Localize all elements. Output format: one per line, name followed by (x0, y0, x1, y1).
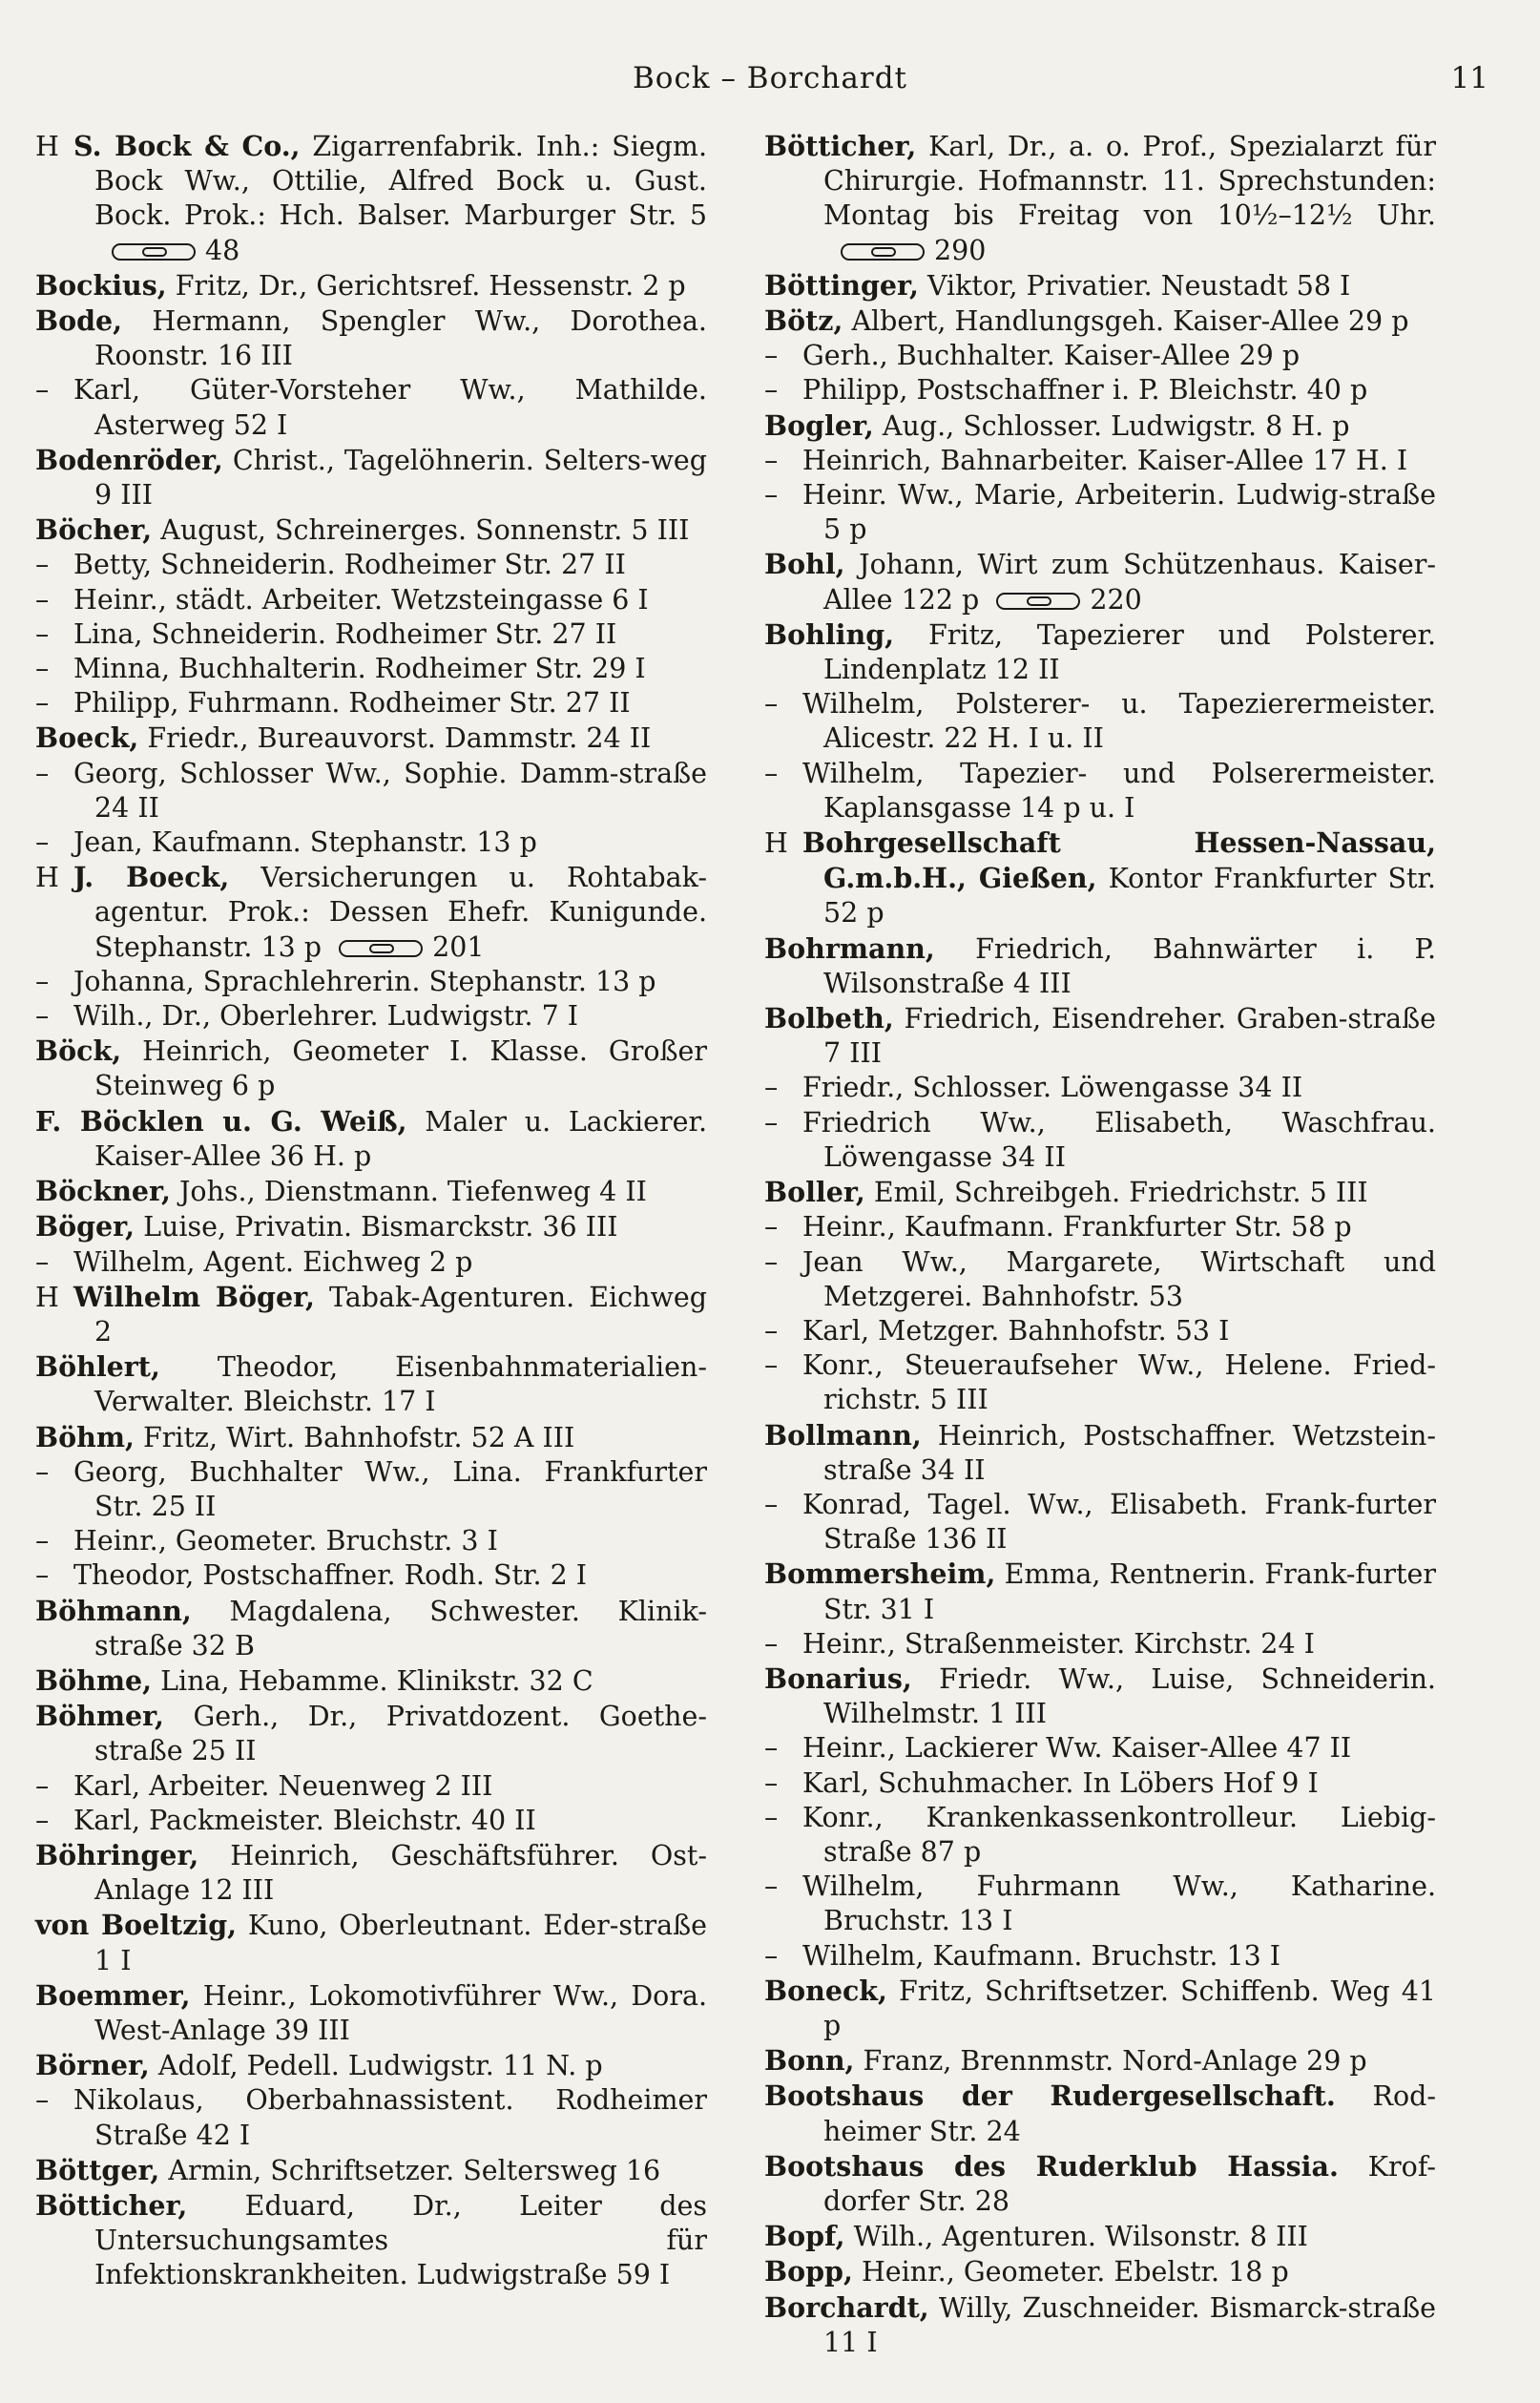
entry-details: Krof-dorfer Str. 28 (823, 2150, 1437, 2217)
entry-details: Johanna, Sprachlehrerin. Stephanstr. 13 p (73, 965, 656, 997)
directory-entry (764, 1210, 1436, 1244)
directory-entry (35, 1838, 707, 1908)
same-name-dash: – (764, 757, 779, 789)
directory-entry (35, 721, 707, 756)
directory-entry (35, 1558, 707, 1593)
directory-entry (764, 1801, 1436, 1870)
directory-entry (764, 1348, 1436, 1417)
entry-surname: Bohrmann, (764, 931, 935, 965)
entry-surname: Bötticher, (35, 2188, 188, 2222)
entry-details: Kontor Frankfurter Str. 52 p (823, 863, 1436, 930)
directory-entry (764, 1106, 1436, 1175)
telephone-icon (112, 243, 196, 261)
entry-details: Wilhelm, Kaufmann. Bruchstr. 13 I (802, 1939, 1281, 1972)
directory-entry (35, 757, 707, 825)
entry-surname: Böckner, (35, 1175, 171, 1208)
entry-details: Heinrich, Geschäftsführer. Ost-Anlage 12 III (94, 1839, 707, 1907)
directory-entry (35, 1804, 707, 1838)
entry-details: Heinr., städt. Arbeiter. Wetzsteingasse 6 I (73, 583, 649, 616)
entry-details: Franz, Brennmstr. Nord-Anlage 29 p (863, 2045, 1367, 2078)
entry-details: Heinr., Lokomotivführer Ww., Dora. West-Anlage 39 III (94, 1979, 707, 2046)
entry-details: Karl, Dr., a. o. Prof., Spezialarzt für Chirurgie. Hofmannstr. 11. Sprechstunden: Montag bis Freitag von 10½–12½ Uhr. (823, 131, 1437, 232)
same-name-dash: – (764, 688, 779, 721)
entry-details: Heinr., Straßenmeister. Kirchstr. 24 I (802, 1627, 1315, 1660)
entry-surname: Böhringer, (35, 1838, 199, 1871)
entry-surname: Böttinger, (764, 268, 919, 302)
directory-entry (764, 2149, 1436, 2219)
same-name-dash: – (764, 1870, 779, 1903)
entry-surname: Bötz, (764, 304, 843, 338)
directory-entry (764, 1731, 1436, 1766)
same-name-dash: – (764, 1732, 779, 1765)
directory-entry (764, 617, 1436, 687)
directory-entry (764, 1245, 1436, 1314)
directory-entry (35, 825, 707, 860)
directory-entry (35, 512, 707, 548)
same-name-dash: – (35, 1559, 50, 1592)
entry-details: Rod-heimer Str. 24 (823, 2080, 1437, 2147)
entry-details: Wilh., Dr., Oberlehrer. Ludwigstr. 7 I (73, 1000, 579, 1033)
directory-entry (35, 1663, 707, 1699)
entry-surname: Böger, (35, 1210, 135, 1243)
entry-details: Theodor, Eisenbahnmaterialien-Verwalter. Bleichstr. 17 I (94, 1351, 707, 1418)
same-name-dash: – (35, 687, 50, 720)
entry-details: Johann, Wirt zum Schützenhaus. Kaiser-Allee 122 p (823, 549, 1437, 616)
entry-details: Jean, Kaufmann. Stephanstr. 13 p (73, 826, 537, 859)
entry-details: Magdalena, Schwester. Klinik-straße 32 B (94, 1595, 707, 1661)
directory-entry (764, 1627, 1436, 1661)
directory-entry (764, 2290, 1436, 2360)
directory-entry (764, 408, 1436, 444)
same-name-dash: – (764, 374, 779, 407)
entry-details: Friedrich, Bahnwärter i. P. Wilsonstraße 4 III (823, 932, 1437, 999)
entry-surname: Wilhelm Böger, (73, 1280, 315, 1313)
same-name-dash: – (764, 1766, 779, 1799)
telephone-number: 220 (1090, 583, 1142, 616)
directory-entry (35, 2153, 707, 2188)
entry-surname: S. Bock & Co., (73, 130, 301, 162)
entry-surname: Böck, (35, 1034, 122, 1068)
directory-entry (35, 2083, 707, 2152)
directory-entry (35, 1524, 707, 1558)
directory-entry (35, 1420, 707, 1455)
directory-entry (35, 1699, 707, 1768)
entry-details: Heinrich, Bahnarbeiter. Kaiser-Allee 17 H. I (802, 444, 1408, 476)
entry-details: Viktor, Privatier. Neustadt 58 I (926, 269, 1351, 302)
directory-entry (764, 757, 1436, 825)
same-name-dash: – (764, 444, 779, 476)
commercial-register-mark: H (35, 131, 59, 162)
same-name-dash: – (764, 1211, 779, 1243)
entry-details: Aug., Schlosser. Ludwigstr. 8 H. p (882, 409, 1350, 442)
entry-details: Albert, Handlungsgeh. Kaiser-Allee 29 p (851, 305, 1409, 338)
directory-entry (764, 1766, 1436, 1801)
entry-details: Versicherungen u. Rohtabak-agentur. Prok.: Dessen Ehefr. Kunigunde. Stephanstr. 13 p (94, 862, 708, 963)
same-name-dash: – (35, 617, 50, 650)
directory-entry (35, 652, 707, 686)
directory-entry (764, 2219, 1436, 2254)
directory-entry (35, 1978, 707, 2048)
entry-details: Karl, Metzger. Bahnhofstr. 53 I (802, 1314, 1230, 1347)
entry-details: Jean Ww., Margarete, Wirtschaft und Metzgerei. Bahnhofstr. 53 (802, 1245, 1436, 1312)
same-name-dash: – (764, 1488, 779, 1520)
directory-entry (35, 617, 707, 652)
same-name-dash: – (35, 583, 50, 616)
directory-entry (764, 1939, 1436, 1974)
commercial-register-mark: H (35, 862, 59, 894)
commercial-register-mark: H (35, 1281, 59, 1313)
entry-details: Friedr., Schlosser. Löwengasse 34 II (802, 1072, 1303, 1104)
entry-surname: Bootshaus der Rudergesellschaft. (764, 2079, 1336, 2113)
directory-entry (764, 2254, 1436, 2289)
directory-entry (35, 686, 707, 721)
same-name-dash: – (35, 374, 50, 407)
directory-entry (35, 999, 707, 1034)
telephone-number: 48 (205, 234, 240, 266)
directory-entry (35, 1034, 707, 1103)
entry-details: Karl, Schuhmacher. In Löbers Hof 9 I (802, 1766, 1319, 1799)
entry-details: Philipp, Postschaffner i. P. Bleichstr. 40 p (802, 374, 1368, 407)
directory-entry (764, 303, 1436, 339)
directory-entry (764, 1001, 1436, 1071)
directory-entry (35, 443, 707, 512)
entry-details: Friedr., Bureauvorst. Dammstr. 24 II (147, 722, 652, 755)
directory-entry (764, 687, 1436, 756)
entry-details: Gerh., Buchhalter. Kaiser-Allee 29 p (802, 340, 1301, 372)
entry-details: Emil, Schreibgeh. Friedrichstr. 5 III (873, 1177, 1368, 1209)
entry-details: Minna, Buchhalterin. Rodheimer Str. 29 I (73, 653, 646, 685)
directory-entry (35, 129, 707, 268)
directory-entry (35, 373, 707, 442)
same-name-dash: – (35, 1455, 50, 1488)
directory-entry (764, 1974, 1436, 2043)
entry-details: Wilhelm, Tapezier- und Polserermeister. Kaplansgasse 14 p u. I (802, 757, 1436, 824)
entry-surname: Bonn, (764, 2044, 855, 2078)
entry-details: Eduard, Dr., Leiter des Untersuchungsamtes für Infektionskrankheiten. Ludwigstraße 59 I (94, 2189, 707, 2291)
directory-entry (764, 547, 1436, 616)
directory-entry (764, 373, 1436, 407)
entry-details: Gerh., Dr., Privatdozent. Goethe-straße 25 II (94, 1701, 707, 1767)
same-name-dash: – (35, 757, 50, 789)
directory-entry (35, 548, 707, 582)
entry-details: Emma, Rentnerin. Frank-furter Str. 31 I (823, 1558, 1436, 1625)
entry-surname: Böhmann, (35, 1594, 192, 1627)
entry-surname: J. Boeck, (73, 861, 230, 894)
entry-details: Heinrich, Geometer I. Klasse. Großer Steinweg 6 p (94, 1035, 707, 1102)
entry-details: Heinr., Geometer. Bruchstr. 3 I (73, 1525, 498, 1557)
entry-details: Heinr., Lackierer Ww. Kaiser-Allee 47 II (802, 1732, 1352, 1765)
directory-entry (764, 268, 1436, 303)
entry-surname: F. Böcklen u. G. Weiß, (35, 1104, 407, 1138)
entry-details: Adolf, Pedell. Ludwigstr. 11 N. p (157, 2050, 603, 2082)
directory-entry (764, 1488, 1436, 1557)
entry-details: Karl, Packmeister. Bleichstr. 40 II (73, 1804, 536, 1836)
directory-entry (764, 2079, 1436, 2148)
entry-details: Fritz, Schriftsetzer. Schiffenb. Weg 41 p (823, 1975, 1437, 2041)
entry-surname: Boller, (764, 1176, 865, 1209)
entry-details: Nikolaus, Oberbahnassistent. Rodheimer Straße 42 I (73, 2084, 707, 2151)
entry-surname: Bogler, (764, 408, 874, 442)
entry-details: Betty, Schneiderin. Rodheimer Str. 27 II (73, 549, 626, 581)
entry-details: Armin, Schriftsetzer. Seltersweg 16 (168, 2154, 661, 2186)
same-name-dash: – (764, 1801, 779, 1833)
entry-surname: Böhme, (35, 1663, 153, 1697)
right-column (764, 129, 1436, 2360)
entry-details: Lina, Schneiderin. Rodheimer Str. 27 II (73, 617, 617, 650)
entry-details: Fritz, Dr., Gerichtsref. Hessenstr. 2 p (175, 269, 686, 302)
same-name-dash: – (35, 965, 50, 997)
same-name-dash: – (764, 1349, 779, 1382)
directory-entry (764, 1557, 1436, 1626)
page-number: 11 (1450, 61, 1488, 95)
entry-details: Willy, Zuschneider. Bismarck-straße 11 I (823, 2291, 1436, 2358)
same-name-dash: – (764, 340, 779, 372)
directory-entry (764, 444, 1436, 478)
entry-surname: Börner, (35, 2049, 150, 2082)
entry-surname: Bopf, (764, 2220, 845, 2253)
entry-details: Heinr., Kaufmann. Frankfurter Str. 58 p (802, 1211, 1352, 1243)
entry-surname: Böhm, (35, 1420, 135, 1453)
entry-details: Heinr., Geometer. Ebelstr. 18 p (861, 2256, 1289, 2288)
entry-details: Wilhelm, Polsterer- u. Tapezierermeister. Alicestr. 22 H. I u. II (802, 688, 1436, 755)
entry-surname: Böttger, (35, 2153, 160, 2186)
entry-surname: Bonarius, (764, 1661, 912, 1695)
same-name-dash: – (35, 549, 50, 581)
entry-details: Konr., Krankenkassenkontrolleur. Liebig-straße 87 p (802, 1801, 1436, 1868)
same-name-dash: – (35, 1769, 50, 1802)
entry-surname: Bodenröder, (35, 443, 223, 476)
directory-entry (35, 303, 707, 373)
entry-details: Fritz, Tapezierer und Polsterer. Lindenplatz 12 II (823, 618, 1436, 686)
running-head: Bock – Borchardt (633, 61, 907, 95)
entry-details: Johs., Dienstmann. Tiefenweg 4 II (178, 1176, 647, 1208)
entry-details: Friedrich, Eisendreher. Graben-straße 7 III (823, 1003, 1436, 1070)
directory-entry (35, 1908, 707, 1977)
entry-surname: Bolbeth, (764, 1002, 894, 1035)
telephone-number: 290 (934, 234, 987, 266)
same-name-dash: – (764, 1939, 779, 1972)
entry-details: Georg, Schlosser Ww., Sophie. Damm-straße 24 II (73, 757, 707, 824)
entry-details: Heinrich, Postschaffner. Wetzstein-straße 34 II (823, 1419, 1436, 1486)
entry-details: Theodor, Postschaffner. Rodh. Str. 2 I (73, 1559, 588, 1592)
same-name-dash: – (35, 826, 50, 859)
entry-details: Karl, Güter-Vorsteher Ww., Mathilde. Asterweg 52 I (73, 374, 707, 441)
same-name-dash: – (764, 1072, 779, 1104)
entry-details: Hermann, Spengler Ww., Dorothea. Roonstr. 16 III (94, 305, 707, 372)
entry-details: Konrad, Tagel. Ww., Elisabeth. Frank-furter Straße 136 II (802, 1488, 1436, 1556)
entry-details: Konr., Steueraufseher Ww., Helene. Fried-richstr. 5 III (802, 1349, 1436, 1416)
entry-surname: Bootshaus des Ruderklub Hassia. (764, 2149, 1339, 2183)
entry-details: Friedrich Ww., Elisabeth, Waschfrau. Löwengasse 34 II (802, 1106, 1436, 1173)
left-column (35, 129, 707, 2293)
entry-details: Fritz, Wirt. Bahnhofstr. 52 A III (142, 1421, 575, 1453)
telephone-number: 201 (432, 930, 485, 963)
directory-entry (764, 1418, 1436, 1488)
entry-details: Christ., Tagelöhnerin. Selters-weg 9 III (94, 444, 708, 512)
directory-entry (35, 965, 707, 999)
entry-surname: Bohl, (764, 548, 845, 581)
entry-details: Lina, Hebamme. Klinikstr. 32 C (160, 1664, 593, 1697)
directory-entry (764, 339, 1436, 373)
same-name-dash: – (35, 1804, 50, 1836)
commercial-register-mark: H (764, 827, 788, 860)
directory-entry (35, 1245, 707, 1280)
directory-entry (35, 2188, 707, 2293)
entry-surname: Bötticher, (764, 130, 917, 162)
entry-details: Wilhelm, Agent. Eichweg 2 p (73, 1245, 473, 1278)
entry-surname: Bohrgesellschaft Hessen-Nassau, G.m.b.H., Gießen, (802, 826, 1436, 895)
same-name-dash: – (764, 479, 779, 512)
entry-details: Luise, Privatin. Bismarckstr. 36 III (143, 1211, 618, 1243)
directory-entry (35, 1349, 707, 1419)
entry-details: Karl, Arbeiter. Neuenweg 2 III (73, 1769, 493, 1802)
same-name-dash: – (35, 653, 50, 685)
entry-surname: Bode, (35, 304, 123, 338)
directory-entry (764, 931, 1436, 1001)
telephone-icon (996, 593, 1080, 610)
entry-surname: Bommersheim, (764, 1557, 996, 1591)
entry-surname: Boeck, (35, 721, 139, 755)
entry-details: Heinr. Ww., Marie, Arbeiterin. Ludwig-straße 5 p (802, 479, 1436, 546)
directory-entry (35, 1174, 707, 1209)
entry-surname: Boneck, (764, 1974, 887, 2007)
entry-surname: Bohling, (764, 617, 895, 651)
entry-details: Wilh., Agenturen. Wilsonstr. 8 III (853, 2221, 1308, 2253)
directory-entry (35, 2048, 707, 2083)
directory-entry (35, 1209, 707, 1244)
same-name-dash: – (35, 1525, 50, 1557)
entry-surname: Böhmer, (35, 1700, 164, 1733)
directory-entry (35, 1104, 707, 1174)
entry-surname: Bopp, (764, 2255, 853, 2288)
entry-surname: Böcher, (35, 513, 153, 547)
entry-details: Tabak-Agenturen. Eichweg 2 (94, 1281, 707, 1348)
directory-entry (764, 1870, 1436, 1938)
directory-entry (764, 129, 1436, 268)
entry-surname: Boemmer, (35, 1978, 191, 2012)
same-name-dash: – (35, 1000, 50, 1033)
entry-details: Zigarrenfabrik. Inh.: Siegm. Bock Ww., Ottilie, Alfred Bock u. Gust. Bock. Prok.: Hch. Balser. Marburger Str. 5 (94, 131, 707, 232)
same-name-dash: – (764, 1245, 779, 1278)
entry-surname: Böhlert, (35, 1350, 160, 1384)
same-name-dash: – (35, 2084, 50, 2117)
directory-entry (35, 1280, 707, 1349)
directory-entry (35, 583, 707, 617)
directory-entry (764, 2043, 1436, 2079)
telephone-icon (339, 940, 423, 957)
directory-entry (35, 1594, 707, 1663)
telephone-icon (841, 243, 925, 261)
directory-entry (764, 1314, 1436, 1348)
directory-entry (764, 478, 1436, 547)
entry-surname: Bollmann, (764, 1418, 922, 1452)
same-name-dash: – (764, 1314, 779, 1347)
directory-entry (35, 1455, 707, 1524)
directory-entry (764, 825, 1436, 931)
entry-surname: Bockius, (35, 268, 167, 302)
directory-entry (35, 268, 707, 303)
entry-surname: von Boeltzig, (35, 1909, 238, 1942)
entry-surname: Borchardt, (764, 2290, 929, 2324)
entry-details: Wilhelm, Fuhrmann Ww., Katharine. Bruchstr. 13 I (802, 1870, 1436, 1937)
directory-entry (35, 1769, 707, 1804)
entry-details: Philipp, Fuhrmann. Rodheimer Str. 27 II (73, 687, 631, 720)
directory-entry (764, 1661, 1436, 1731)
same-name-dash: – (35, 1245, 50, 1278)
entry-details: Georg, Buchhalter Ww., Lina. Frankfurter Str. 25 II (73, 1455, 707, 1522)
directory-entry (764, 1175, 1436, 1210)
entry-details: Kuno, Oberleutnant. Eder-straße 1 I (94, 1910, 707, 1976)
entry-details: Maler u. Lackierer. Kaiser-Allee 36 H. p (94, 1105, 707, 1172)
same-name-dash: – (764, 1106, 779, 1139)
page-header (38, 55, 1502, 103)
same-name-dash: – (764, 1627, 779, 1660)
entry-details: August, Schreinerges. Sonnenstr. 5 III (160, 514, 690, 547)
directory-entry (35, 860, 707, 965)
entry-details: Friedr. Ww., Luise, Schneiderin. Wilhelmstr. 1 III (823, 1662, 1436, 1730)
directory-entry (764, 1071, 1436, 1105)
